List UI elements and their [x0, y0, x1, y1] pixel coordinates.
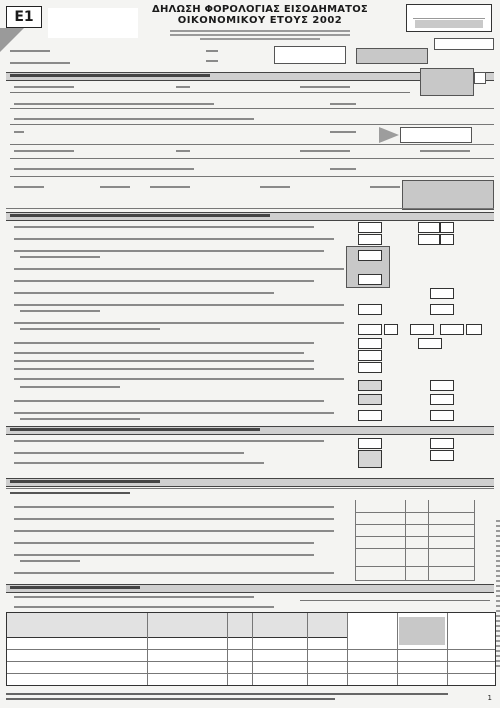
title-line-2: ΟΙΚΟΝΟΜΙΚΟΥ ΕΤΟΥΣ 2002 [177, 15, 343, 26]
answer-cell[interactable] [410, 324, 434, 335]
section-residence-band [6, 426, 494, 435]
margin-note [496, 520, 500, 670]
status-box [420, 68, 474, 96]
answer-cell[interactable] [430, 410, 454, 421]
section-expenses-band [6, 584, 494, 593]
answer-cell[interactable] [430, 380, 454, 391]
answer-cell[interactable] [430, 304, 454, 315]
redacted-area [48, 8, 138, 38]
answer-cell[interactable] [430, 450, 454, 461]
tax-office-box [402, 180, 494, 210]
header-boxes [6, 44, 494, 70]
answer-cell[interactable] [358, 234, 382, 245]
answer-cell[interactable] [418, 234, 440, 245]
answer-cell[interactable] [418, 222, 440, 233]
answer-cell[interactable] [430, 438, 454, 449]
page-number: 1 [487, 694, 492, 702]
answer-cell[interactable] [440, 324, 464, 335]
answer-cell[interactable] [430, 288, 454, 299]
answer-cell[interactable] [466, 324, 482, 335]
answer-cell[interactable] [358, 394, 382, 405]
doy-field[interactable] [356, 48, 428, 64]
answer-cell[interactable] [358, 222, 382, 233]
spouse-selector[interactable] [400, 127, 472, 143]
answer-cell[interactable] [358, 250, 382, 261]
section-family-band [6, 212, 494, 221]
answer-cell[interactable] [358, 274, 382, 285]
answer-cell[interactable] [358, 450, 382, 468]
status-checkbox[interactable] [474, 72, 486, 84]
section-income-band [6, 478, 494, 487]
answer-cell[interactable] [358, 324, 382, 335]
answer-cell[interactable] [384, 324, 398, 335]
answer-cell[interactable] [358, 350, 382, 361]
answer-cell[interactable] [358, 438, 382, 449]
answer-cell[interactable] [418, 338, 442, 349]
dependents-table [6, 612, 496, 686]
answer-cell[interactable] [358, 338, 382, 349]
answer-cell[interactable] [358, 362, 382, 373]
afm-field[interactable] [274, 46, 346, 64]
answer-cell[interactable] [358, 304, 382, 315]
answer-cell[interactable] [440, 222, 454, 233]
title-line-1: ΔΗΛΩΣΗ ΦΟΡΟΛΟΓΙΑΣ ΕΙΣΟΔΗΜΑΤΟΣ [152, 4, 368, 15]
code-field[interactable] [434, 38, 494, 50]
form-code: E1 [6, 6, 42, 28]
answer-cell[interactable] [430, 394, 454, 405]
office-stamp-box [406, 4, 492, 32]
arrow-right-icon [379, 127, 399, 143]
form-footer [6, 690, 476, 703]
answer-cell[interactable] [440, 234, 454, 245]
answer-cell[interactable] [358, 380, 382, 391]
answer-cell[interactable] [358, 410, 382, 421]
form-title [150, 4, 370, 26]
